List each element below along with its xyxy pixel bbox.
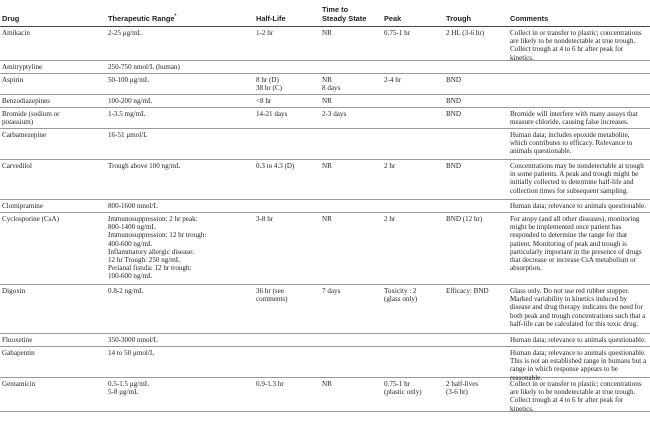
table-row-amikacin: [0, 27, 650, 61]
cell-comments: Bromide will interfere with many assays that measure chloride, causing false increases.: [510, 110, 638, 127]
cell-drug: Amitryptyline: [2, 63, 43, 71]
table-row-bromide: [0, 108, 650, 129]
cell-steady-state: NR: [322, 215, 332, 223]
cell-steady-state: NR 8 days: [322, 76, 341, 93]
cell-half-life: 36 hr (see comments): [256, 287, 288, 304]
cell-peak: 2-4 hr: [384, 76, 402, 84]
table-row-gabapentin: [0, 347, 650, 382]
cell-trough: BND: [446, 162, 461, 170]
table-row-gentamicin: [0, 378, 650, 412]
table-row-carvedilol: [0, 160, 650, 200]
cell-steady-state: NR: [322, 97, 332, 105]
cell-comments: Human data; relevance to animals questionable.: [510, 336, 646, 344]
cell-drug: Digoxin: [2, 287, 26, 295]
cell-steady-state: NR: [322, 162, 332, 170]
cell-comments: Human data; relevance to animals questionable. This is not an established range in humans but a range in which response appears to be reasonable.: [510, 349, 647, 382]
cell-range: Immunosuppression: 2 hr peak: 800-1400 ng/mL Immunosuppression: 12 hr trough: 400-600 ng/mL Inflammatory allergic disease: 12 hr Trough: 250 ng/mL Perianal fistula: 12 hr trough: 100-600 ng/mL: [108, 215, 207, 281]
cell-trough: Efficacy: BND: [446, 287, 489, 295]
cell-drug: Carvedilol: [2, 162, 32, 170]
cell-range: 100-200 ng/mL: [108, 97, 153, 105]
header-half-life: Half-Life: [256, 13, 286, 23]
table-row-digoxin: [0, 285, 650, 334]
cell-range: 1-3.5 mg/mL: [108, 110, 146, 118]
cell-range: 800-1600 nmol/L: [108, 202, 158, 210]
table-row-cyclosporine: [0, 213, 650, 285]
header-trough: Trough: [446, 13, 472, 23]
header-drug: Drug: [2, 13, 20, 23]
cell-half-life: 3-8 hr: [256, 215, 274, 223]
cell-comments: For atopy (and all other diseases), monitoring might be implemented once patient has responded to determine the range for that patient. Monitoring of peak and trough is particularly important in the presence of drugs that decrease or increase CsA metabolism or absorption.: [510, 215, 642, 273]
header-range-label: Therapeutic Range: [108, 13, 175, 23]
cell-range: 2-25 μg/mL: [108, 29, 142, 37]
cell-half-life: 1-2 hr: [256, 29, 274, 37]
table-row-fluoxetine: [0, 334, 650, 347]
cell-comments: Concentrations may be nondetectable at trough in some patients. A peak and trough might be initially collected to determine half-life and collection times for subsequent sampling.: [510, 162, 644, 195]
cell-drug: Gabapentin: [2, 349, 35, 357]
cell-comments: Collect in or transfer to plastic; concentrations are likely to be nondetectable at true trough. Collect trough at 4 to 6 hr after peak for kinetics.: [510, 29, 642, 62]
table-row-carbamezepine: [0, 129, 650, 160]
cell-range: 14 to 50 μmol/L: [108, 349, 155, 357]
cell-steady-state: NR: [322, 380, 332, 388]
header-peak: Peak: [384, 13, 402, 23]
cell-comments: Collect in or transfer to plastic; concentrations are likely to be nondetectable at true trough. Collect trough at 4 to 6 hr after peak for kinetics.: [510, 380, 642, 413]
cell-half-life: 0.9-1.3 hr: [256, 380, 284, 388]
cell-trough: BND: [446, 110, 461, 118]
cell-peak: 2 hr: [384, 215, 396, 223]
header-time-to-steady-state: Time to Steady State: [322, 5, 367, 23]
cell-comments: Human data; includes epoxide metabolite, which contributes to efficacy. Relevance to animals questionable.: [510, 131, 633, 156]
table-row-benzodiazepines: [0, 95, 650, 108]
cell-range: 250-750 nmol/L (human): [108, 63, 180, 71]
header-therapeutic-range: [108, 15, 254, 23]
cell-range: Trough above 100 ng/mL: [108, 162, 181, 170]
cell-drug: Fluoxetine: [2, 336, 33, 344]
cell-trough: BND: [446, 76, 461, 84]
cell-drug: Cyclosporine (CsA): [2, 215, 59, 223]
cell-steady-state: 7 days: [322, 287, 341, 295]
cell-peak: 0.75-1 hr: [384, 29, 411, 37]
header-range-footnote-mark: *: [174, 13, 177, 20]
cell-peak: 0.75-1 hr (plastic only): [384, 380, 422, 397]
cell-drug: Aspirin: [2, 76, 24, 84]
cell-half-life: 14-21 days: [256, 110, 288, 118]
cell-trough: BND (12 hr): [446, 215, 483, 223]
cell-drug: Bromide (sodium or potassium): [2, 110, 60, 127]
cell-range: 0.5-1.5 μg/mL 5-8 μg/mL: [108, 380, 150, 397]
cell-range: 350-3000 nmol/L: [108, 336, 158, 344]
cell-comments: Glass only. Do not use red rubber stopper. Marked variability in kinetics induced by disease and drug therapy indicates the need for both peak and trough concentrations such that a half-life can be calculated for this toxic drug.: [510, 287, 646, 328]
cell-peak: 2 hr: [384, 162, 396, 170]
cell-drug: Clomipramine: [2, 202, 43, 210]
cell-trough: 2 HL (3-6 hr): [446, 29, 485, 37]
cell-half-life: <8 hr: [256, 97, 272, 105]
table-row-aspirin: [0, 74, 650, 95]
table-header: [0, 0, 650, 27]
cell-range: 16-51 μmol/L: [108, 131, 148, 139]
cell-drug: Amikacin: [2, 29, 30, 37]
cell-half-life: 0.3 to 4.3 (D): [256, 162, 295, 170]
table-row-amitryptyline: [0, 61, 650, 74]
cell-half-life: 8 hr (D) 38 hr (C): [256, 76, 283, 93]
table-row-clomipramine: [0, 200, 650, 213]
cell-drug: Gentamicin: [2, 380, 36, 388]
cell-steady-state: NR: [322, 29, 332, 37]
cell-peak: Toxicity : 2 (glass only): [384, 287, 418, 304]
cell-comments: Human data; relevance to animals questionable.: [510, 202, 646, 210]
header-comments: Comments: [510, 13, 549, 23]
cell-trough: BND: [446, 97, 461, 105]
cell-drug: Benzodiazepines: [2, 97, 51, 105]
cell-range: 50-100 μg/mL: [108, 76, 150, 84]
cell-steady-state: 2-3 days: [322, 110, 347, 118]
cell-trough: 2 half-lives (3-6 hr): [446, 380, 479, 397]
cell-range: 0.8-2 ng/mL: [108, 287, 144, 295]
cell-drug: Carbamezepine: [2, 131, 47, 139]
